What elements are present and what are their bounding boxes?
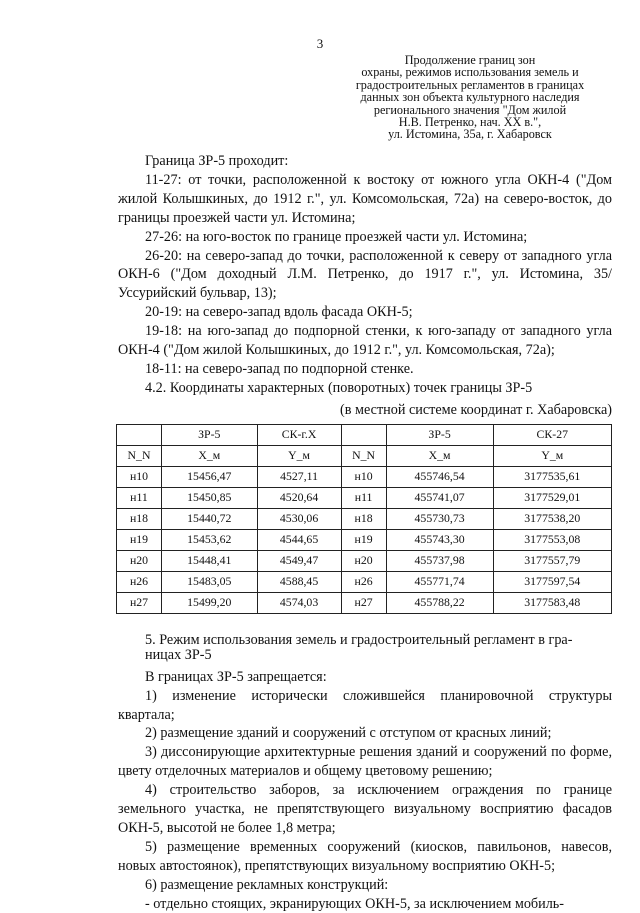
prohibition-item: 1) изменение исторически сложившейся планировочной структуры квартала;	[118, 687, 612, 723]
boundary-paragraph: 11-27: от точки, расположенной к востоку от южного угла ОКН-4 ("Дом жилой Колышкиных, до 1912 г.", ул. Комсомольская, 72а) на северо-восток, до границы проезжей части ул. Истомина;	[118, 171, 612, 226]
table-header-row	[117, 424, 612, 445]
table-cell: 455771,74	[386, 571, 493, 592]
table-cell: н11	[341, 487, 386, 508]
table-cell: н26	[117, 571, 162, 592]
header-line: данных зон объекта культурного наследия	[360, 90, 580, 105]
header-line: Продолжение границ зон	[404, 53, 536, 67]
prohibition-item: - отдельно стоящих, экранирующих ОКН-5, за исключением мобиль-	[145, 895, 565, 912]
table-cell: 3177597,54	[493, 571, 611, 592]
document-body	[118, 152, 612, 913]
table-cell: 15448,41	[162, 550, 258, 571]
table-row	[117, 529, 612, 550]
document-header	[330, 54, 610, 141]
boundary-paragraph: 26-20: на северо-запад до точки, расположенной к северу от западного угла ОКН-6 ("Дом доходный Л.М. Петренко, до 1917 г.", ул. Истомина, 35/ Уссурийский бульвар, 13);	[118, 247, 612, 302]
table-cell: 4527,11	[257, 466, 341, 487]
header-line: Н.В. Петренко, нач. XX в.",	[398, 115, 542, 130]
table-header-cell: ЗР-5	[162, 424, 258, 445]
table-cell: н27	[117, 592, 162, 613]
table-header-cell: N_N	[341, 445, 386, 466]
section-5-intro: В границах ЗР-5 запрещается:	[145, 668, 327, 685]
table-cell: 4530,06	[257, 508, 341, 529]
table-header-cell: СК-27	[493, 424, 611, 445]
table-cell: 4574,03	[257, 592, 341, 613]
table-header-row	[117, 445, 612, 466]
prohibition-item: 5) размещение временных сооружений (киосков, павильонов, навесов, новых автостоянок), препятствующих визуальному восприятию ОКН-5;	[118, 838, 612, 874]
table-header-cell	[341, 424, 386, 445]
table-header-cell: X_м	[162, 445, 258, 466]
table-cell: 455743,30	[386, 529, 493, 550]
table-cell: 3177553,08	[493, 529, 611, 550]
table-header-cell: N_N	[117, 445, 162, 466]
table-cell: 4549,47	[257, 550, 341, 571]
table-cell: н27	[341, 592, 386, 613]
table-cell: н18	[341, 508, 386, 529]
table-cell: 455788,22	[386, 592, 493, 613]
table-cell: 3177583,48	[493, 592, 611, 613]
boundary-heading: Граница ЗР-5 проходит:	[145, 153, 289, 169]
table-header-cell	[117, 424, 162, 445]
table-cell: н26	[341, 571, 386, 592]
table-row	[117, 550, 612, 571]
table-cell: 15499,20	[162, 592, 258, 613]
table-row	[117, 508, 612, 529]
boundary-paragraph: 18-11: на северо-запад по подпорной стенке.	[145, 360, 414, 377]
coordinates-table	[116, 424, 612, 614]
table-cell: 15440,72	[162, 508, 258, 529]
table-header-cell: Y_м	[257, 445, 341, 466]
table-header-cell: ЗР-5	[386, 424, 493, 445]
coordinates-table-body	[117, 466, 612, 613]
table-cell: н11	[117, 487, 162, 508]
coordinates-heading: 4.2. Координаты характерных (поворотных) точек границы ЗР-5	[145, 379, 533, 396]
table-cell: н20	[341, 550, 386, 571]
table-header-cell: X_м	[386, 445, 493, 466]
table-cell: 3177557,79	[493, 550, 611, 571]
table-cell: н18	[117, 508, 162, 529]
boundary-paragraph: 27-26: на юго-восток по границе проезжей части ул. Истомина;	[145, 228, 528, 245]
table-row	[117, 487, 612, 508]
table-header-cell: Y_м	[493, 445, 611, 466]
table-cell: 455730,73	[386, 508, 493, 529]
prohibition-item: 2) размещение зданий и сооружений с отступом от красных линий;	[145, 725, 552, 742]
section-5	[118, 633, 612, 913]
table-cell: 455741,07	[386, 487, 493, 508]
table-cell: 4520,64	[257, 487, 341, 508]
table-cell: н19	[117, 529, 162, 550]
table-cell: 4544,65	[257, 529, 341, 550]
header-line: регионального значения "Дом жилой	[373, 102, 567, 117]
table-row	[117, 571, 612, 592]
prohibition-item: 6) размещение рекламных конструкций:	[145, 876, 389, 893]
table-cell: н19	[341, 529, 386, 550]
table-cell: 15456,47	[162, 466, 258, 487]
prohibition-item: 4) строительство заборов, за исключением ограждения по границе земельного участка, не препятствующего визуальному восприятию фасадов ОКН-5, высотой не более 1,8 метра;	[118, 782, 612, 836]
table-cell: 3177535,61	[493, 466, 611, 487]
table-cell: 4588,45	[257, 571, 341, 592]
table-cell: н20	[117, 550, 162, 571]
table-cell: 455737,98	[386, 550, 493, 571]
table-cell: 3177529,01	[493, 487, 611, 508]
table-cell: 15483,05	[162, 571, 258, 592]
section-5-title	[145, 633, 612, 663]
prohibition-item: 3) диссонирующие архитектурные решения зданий и сооружений по форме, цвету отделочных материалов и общему цветовому решению;	[118, 744, 612, 780]
header-line: ул. Истомина, 35а, г. Хабаровск	[388, 127, 552, 142]
page-number: 3	[316, 36, 324, 51]
boundary-paragraph: 20-19: на северо-запад вдоль фасада ОКН-5;	[145, 304, 413, 321]
table-cell: н10	[117, 466, 162, 487]
section-5-title-line: 5. Режим использования земель и градостроительный регламент в гра-	[145, 631, 573, 648]
table-cell: 455746,54	[386, 466, 493, 487]
table-row	[117, 466, 612, 487]
table-cell: 3177538,20	[493, 508, 611, 529]
section-5-title-line: ницах ЗР-5	[145, 646, 212, 663]
table-header-cell: СК-г.Х	[257, 424, 341, 445]
coordinate-system-note: (в местной системе координат г. Хабаровска)	[340, 401, 612, 418]
boundary-paragraph: 19-18: на юго-запад до подпорной стенки, к юго-западу от западного угла ОКН-4 ("Дом жилой Колышкиных, до 1912 г.", ул. Комсомольская, 72а);	[118, 323, 612, 359]
header-line: охраны, режимов использования земель и	[361, 65, 579, 80]
table-row	[117, 592, 612, 613]
table-cell: н10	[341, 466, 386, 487]
table-cell: 15450,85	[162, 487, 258, 508]
header-line: градостроительных регламентов в границах	[355, 77, 585, 92]
table-cell: 15453,62	[162, 529, 258, 550]
